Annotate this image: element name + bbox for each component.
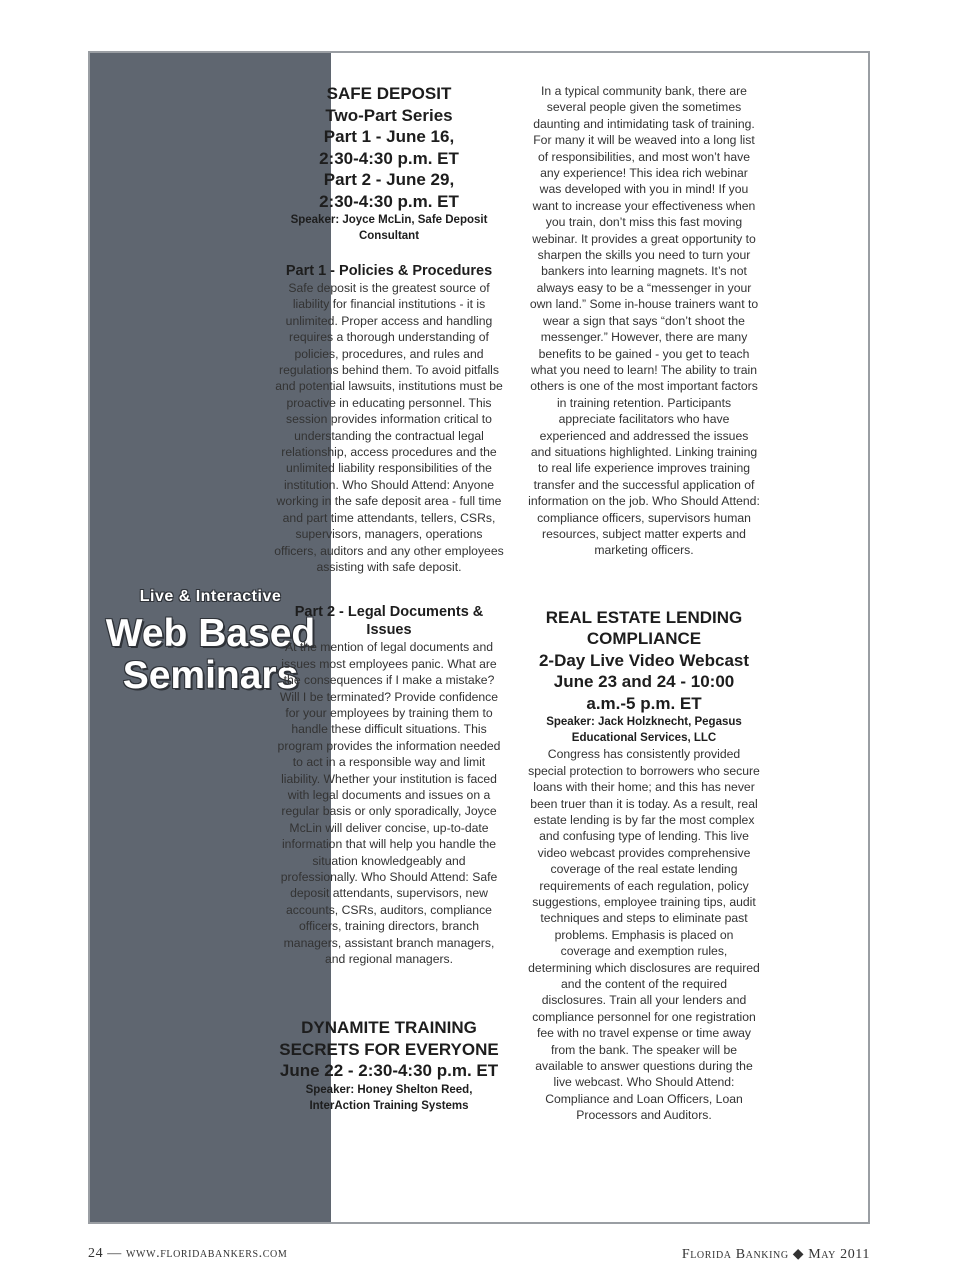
real-estate-section [528,607,760,1124]
safe-deposit-part1-date: Part 1 - June 16, [323,127,455,146]
dynamite-title-line1: DYNAMITE TRAINING [301,1018,477,1038]
safe-deposit-title: SAFE DEPOSIT [326,84,452,103]
real-estate-format: 2-Day Live Video Webcast [538,650,750,670]
real-estate-date: June 23 and 24 - 10:00 a.m.-5 p.m. ET [553,672,735,713]
real-estate-body: Congress has consistently provided special protection to borrowers who secure loans with their home; and this has never been truer than it is today. As a result, real estate lending is by far the most complex and confusing type of lending. This live video webcast provides comprehensive coverage of the real estate lending requirements of each regulation, policy suggestions, employee training tips, audit techniques and steps to eliminate past problems. Emphasis is placed on coverage and exemption rules, determining which disclosures are required and the content of the required disclosures. Train all your lenders and compliance personnel for one registration fee with no travel expense or time away from the bank. The speaker will be available to answer questions during the live webcast. Who Should Attend: Compliance and Loan Officers, Loan Processors and Auditors. [528,747,760,1123]
part1-body: Safe deposit is the greatest source of liability for financial institutions - it is unlimited. Proper access and handling requires a thorough understanding of policies, procedures, and rules and regulations behind them. To avoid pitfalls and potential lawsuits, institutions must be proactive in educating personnel. This session provides information critical to understanding the contractual legal relationship, access procedures and the unlimited liability responsibilities of the institution. Who Should Attend: Anyone working in the safe deposit area - full time and part time attendants, tellers, CSRs, supervisors, managers, operations officers, auditors and any other employees assisting with safe deposit. [274,281,504,574]
safe-deposit-section [273,83,505,967]
safe-deposit-part1-time: 2:30-4:30 p.m. ET [319,148,459,168]
safe-deposit-part2-time: 2:30-4:30 p.m. ET [319,191,459,211]
dynamite-title-line2: SECRETS FOR EVERYONE [279,1039,499,1059]
part2-heading: Part 2 - Legal Documents & Issues [294,604,484,639]
dynamite-section [273,1017,505,1114]
part1-heading: Part 1 - Policies & Procedures [285,263,493,279]
safe-deposit-part2-date: Part 2 - June 29, [323,170,455,189]
footer-publication: Florida Banking ◆ May 2011 [681,1247,870,1262]
real-estate-title-line2: COMPLIANCE [586,629,702,649]
sidebar-title-line2: Seminars [122,654,299,697]
real-estate-speaker: Speaker: Jack Holzknecht, Pegasus Educational Services, LLC [546,716,742,745]
right-column [528,83,760,1124]
dynamite-date: June 22 - 2:30-4:30 p.m. ET [279,1061,499,1081]
left-column [273,83,505,1114]
sidebar-tagline: Live & Interactive [139,588,282,605]
sidebar-title-line1: Web Based [105,612,316,655]
real-estate-title-line1: REAL ESTATE LENDING [545,607,743,627]
dynamite-speaker: Speaker: Honey Shelton Reed, InterAction Training Systems [305,1083,473,1112]
footer-page-info: 24 — www.floridabankers.com [88,1246,288,1261]
part2-body: At the mention of legal documents and issues most employees panic. What are the consequences if I make a mistake? Will I be terminated? Provide confidence for your employees by training them to handle these difficult situations. This program provides the information needed to act in a responsible way and limit liability. Whether your institution is faced with legal documents and issues on a regular basis or only sporadically, Joyce McLin will deliver concise, up-to-date information that will help you handle the situation knowledgeably and professionally. Who Should Attend: Safe deposit attendants, supervisors, new accounts, CSRs, auditors, compliance officers, training directors, branch managers, assistant branch managers, and regional managers. [277,640,501,967]
safe-deposit-speaker: Speaker: Joyce McLin, Safe Deposit Consultant [290,214,488,242]
dynamite-body: In a typical community bank, there are several people given the sometimes daunting and intimidating task of training. For many it will be weaved into a long list of responsibilities, and most won’t have any experience! This idea rich webinar was developed with you in mind! If you want to increase your effectiveness when you train, don’t miss this fast moving webinar. It provides a great opportunity to sharpen the skills you need to turn your bankers into learning magnets. It’s not always easy to be a “messenger in your own land.” Some in-house trainers want to wear a sign that says “don’t shoot the messenger.” However, there are many benefits to be gained - you get to teach what you need to learn! The ability to train others is one of the most important factors in training retention. Participants appreciate facilitators who have experienced and addressed the issues and situations highlighted. Linking training to real life experience improves training transfer and the successful application of information on the job. Who Should Attend: compliance officers, supervisors human resources, subject matter experts and marketing officers. [528,84,760,558]
safe-deposit-subtitle: Two-Part Series [325,105,453,125]
